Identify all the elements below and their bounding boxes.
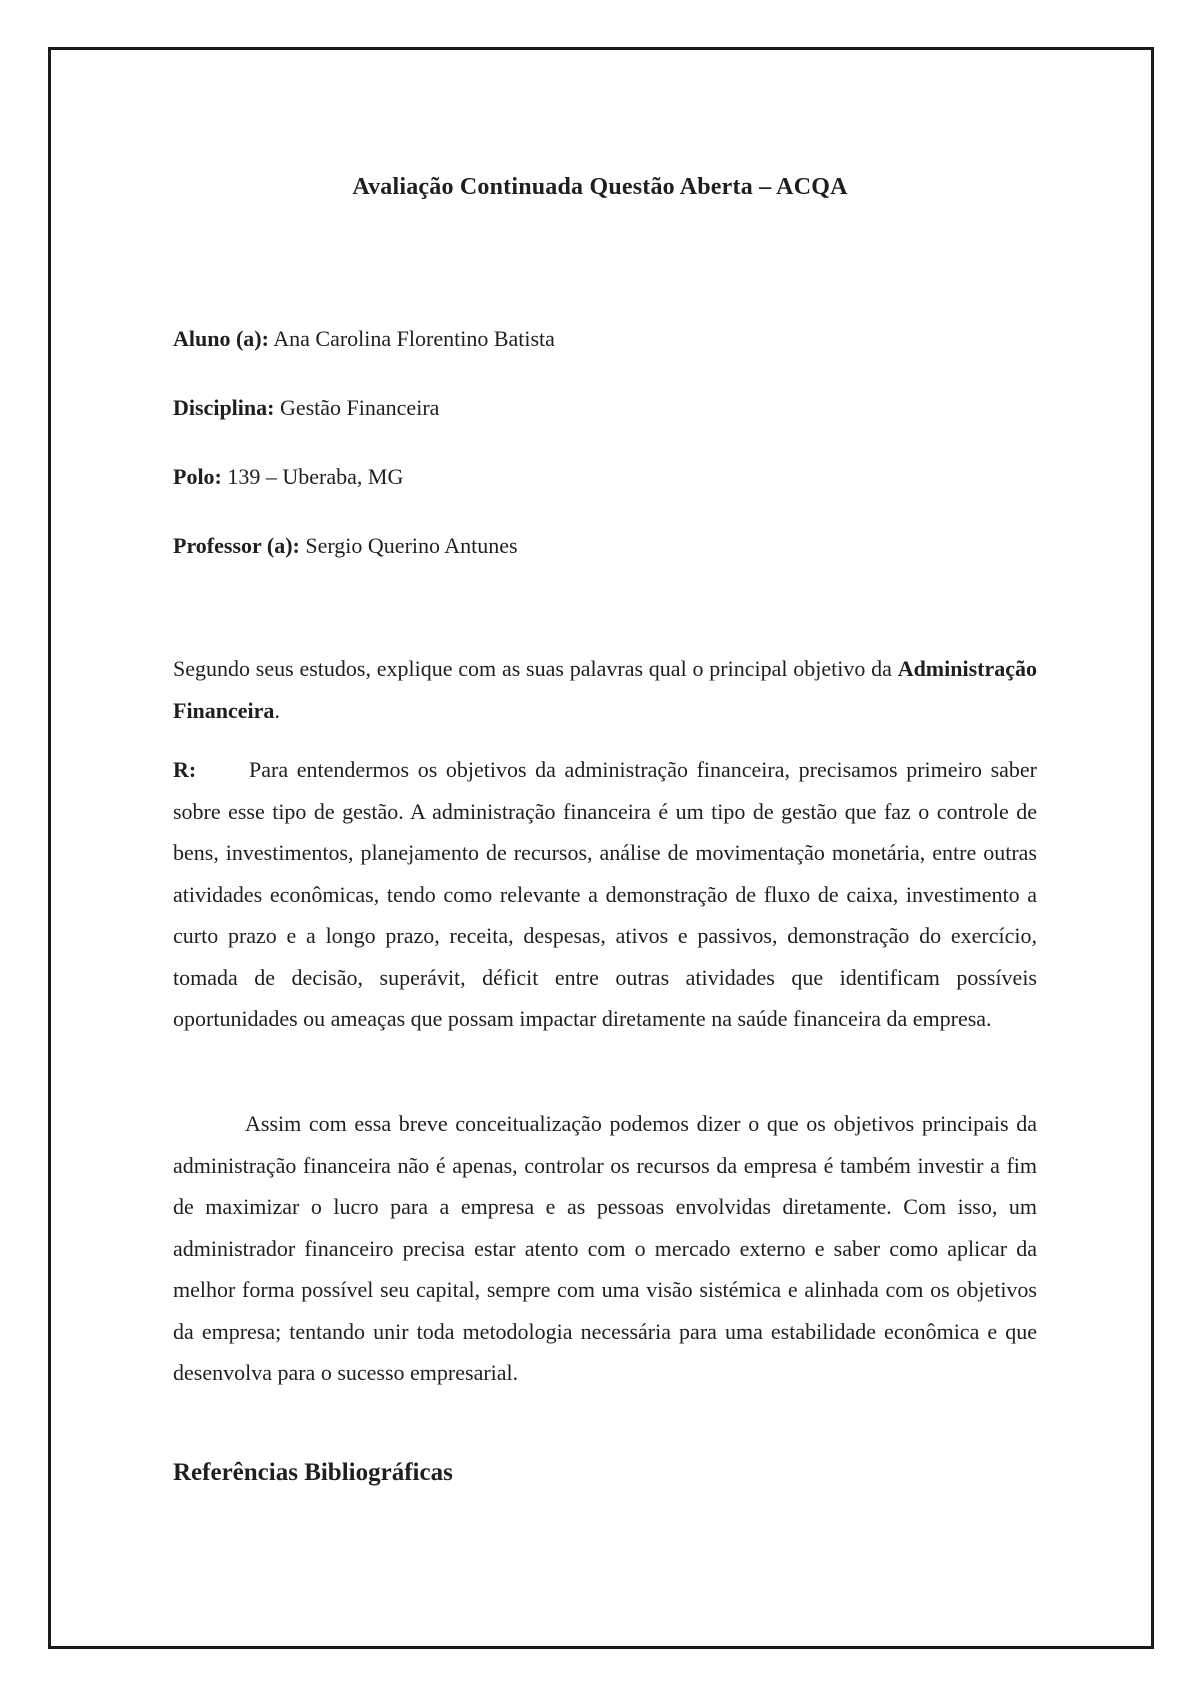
field-student-value: Ana Carolina Florentino Batista	[273, 326, 555, 351]
question-emphasis: Administração Financeira	[173, 656, 1038, 723]
field-polo-value: 139 – Uberaba, MG	[227, 464, 404, 489]
answer-paragraph-2: Assim com essa breve conceitualização podemos dizer o que os objetivos principais da administração financeira não é apenas, controlar os recursos da empresa é também investir a fim de maximizar o lucro para a empresa e as pessoas envolvidas diretamente. Com isso, um administrador financeiro precisa estar atento com o mercado externo e saber como aplicar da melhor forma possível seu capital, sempre com uma visão sistémica e alinhada com os objetivos da empresa; tentando unir toda metodologia necessária para uma estabilidade econômica e que desenvolva para o sucesso empresarial.	[173, 1111, 1037, 1385]
field-student-label: Aluno (a):	[173, 326, 269, 351]
answer-paragraph-1	[173, 749, 1037, 1040]
field-polo-label: Polo:	[173, 464, 222, 489]
document-title: Avaliação Continuada Questão Aberta – ACQA	[352, 174, 848, 200]
field-discipline-label: Disciplina:	[173, 395, 275, 420]
question-paragraph	[173, 648, 1037, 731]
field-professor-value: Sergio Querino Antunes	[305, 533, 518, 558]
references-heading: Referências Bibliográficas	[173, 1459, 453, 1486]
question-end: .	[274, 697, 280, 723]
question-text: Segundo seus estudos, explique com as suas palavras qual o principal objetivo da	[173, 656, 892, 681]
field-professor-label: Professor (a):	[173, 533, 300, 558]
field-discipline-value: Gestão Financeira	[279, 395, 440, 420]
field-polo	[173, 463, 403, 491]
field-discipline	[173, 394, 439, 422]
field-student	[173, 325, 555, 353]
answer-label: R:	[173, 757, 197, 782]
field-professor	[173, 532, 518, 560]
answer-text-1: Para entendermos os objetivos da administração financeira, precisamos primeiro saber sobre esse tipo de gestão. A administração financeira é um tipo de gestão que faz o controle de bens, investimentos, planejamento de recursos, análise de movimentação monetária, entre outras atividades econômicas, tendo como relevante a demonstração de fluxo de caixa, investimento a curto prazo e a longo prazo, receita, despesas, ativos e passivos, demonstração do exercício, tomada de decisão, superávit, déficit entre outras atividades que identificam possíveis oportunidades ou ameaças que possam impactar diretamente na saúde financeira da empresa.	[173, 757, 1037, 1031]
